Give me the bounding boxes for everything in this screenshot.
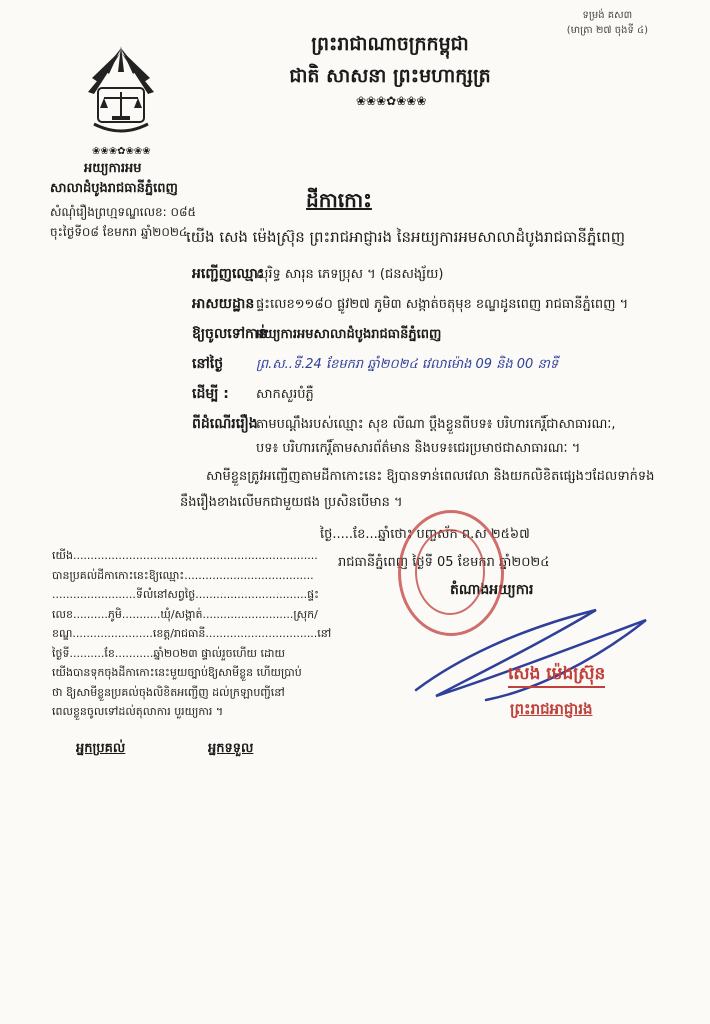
form-reference-line-1: ទម្រង់ គស៣ xyxy=(582,10,633,21)
case-number: សំណុំរឿងព្រហ្មទណ្ឌលេខ: ០៨៥ xyxy=(50,205,196,219)
field-value-case: តាមបណ្តឹងរបស់ឈ្មោះ សុខ លីណា ប្តឹងខ្លួនពីបទ៖ បរិហារកេរ្តិ៍ជាសាធារណៈ, xyxy=(256,417,616,432)
form-reference-line-2: (មាត្រា ២៧ ចុងទី ៤) xyxy=(566,25,648,36)
prosecutor-office: អយ្យការអម xyxy=(84,161,142,176)
document-title: ដីកាកោះ xyxy=(306,188,372,212)
lunar-date: ថ្ងៃ.....ខែ...ឆ្នាំថោះ បញ្ចស័ក ព.ស ២៥៦៧ xyxy=(320,527,530,542)
solar-date: រាជធានីភ្នំពេញ ថ្ងៃទី 05 ខែមករា ឆ្នាំ២០២៤ xyxy=(338,555,550,570)
field-label-destination: ឱ្យចូលទៅកាន់ xyxy=(192,326,268,342)
header-ornament: ❀❀❀✿❀❀❀ xyxy=(356,94,427,108)
stamp-signatory-name: សេង ម៉េងស្រ៊ុន xyxy=(508,662,605,688)
field-label-date: នៅថ្ងៃ xyxy=(192,356,224,372)
court-name: សាលាដំបូងរាជធានីភ្នំពេញ xyxy=(50,181,178,196)
receipt-line: ថ្ងៃទី..........ខែ...........ឆ្នាំ២០២៣ ផ្ទាល់រួចហើយ ដោយ xyxy=(52,646,285,660)
receiver-label: អ្នកទទួល xyxy=(208,741,254,756)
field-label-name: អញ្ជើញឈ្មោះ xyxy=(192,266,265,282)
receipt-line: បានប្រគល់ដីកាកោះនេះឱ្យឈ្មោះ..................................... xyxy=(52,568,314,582)
kingdom-title: ព្រះរាជាណាចក្រកម្ពុជា xyxy=(311,33,469,55)
signatory-role: តំណាងអយ្យការ xyxy=(450,582,534,598)
field-label-case: ពីដំណើររឿង xyxy=(192,416,258,432)
receipt-line: ខណ្ឌ.......................ខេត្ត/រាជធានី................................នៅ xyxy=(52,627,332,640)
field-value-purpose: សាកសួរបំភ្លឺ xyxy=(256,387,314,402)
receipt-line: ពេលខ្លួនចូលទៅដល់តុលាការ បួរយ្យការ ។ xyxy=(52,705,224,718)
field-value-case-continued: បទ៖ បរិហារកេរ្តិ៍តាមសារព័ត៌មាន និងបទ៖ជេរប្រមាថជាសាធារណៈ ។ xyxy=(256,441,581,456)
receipt-line: យើងបានទុកចុងដីកាកោះនេះមួយច្បាប់ឱ្យសាមីខ្លួន ហើយប្រាប់ xyxy=(52,666,302,679)
field-value-destination: អយ្យការអមសាលាដំបូងរាជធានីភ្នំពេញ xyxy=(256,327,442,342)
issuer-intro: យើង សេង ម៉េងស្រ៊ុន ព្រះរាជអាជ្ញារង នៃអយ្យការអមសាលាដំបូងរាជធានីភ្នំពេញ xyxy=(186,228,625,246)
receipt-line: ........................ទីលំនៅសព្វថ្ងៃ................................ផ្ទះ xyxy=(52,588,319,601)
receipt-line: ថា ឱ្យសាមីខ្លួនប្រគល់ចុងលិខិតអញ្ជើញ ដល់ក្រឡាបញ្ជីនៅ xyxy=(52,685,285,699)
field-value-name: សុរិទ្ធ សារុន ភេទប្រុស ។ (ជនសង្ស័យ) xyxy=(256,267,444,282)
stamp-signatory-title: ព្រះរាជអាជ្ញារង xyxy=(510,700,593,718)
handwritten-signature xyxy=(396,600,666,710)
issue-date: ចុះថ្ងៃទី០៨ ខែមករា ឆ្នាំ២០២៤ xyxy=(50,225,188,239)
notice-paragraph-line-2: នឹងរឿងខាងលើមកជាមួយផង ប្រសិនបើមាន ។ xyxy=(180,495,403,510)
receipt-line: យើង...................................................................... xyxy=(52,549,318,562)
form-reference-note xyxy=(567,8,648,38)
field-value-address: ផ្ទះលេខ១១៨០ ផ្លូវ២៧ ភូមិ៣ សង្កាត់ចតុមុខ ខណ្ឌដូនពេញ រាជធានីភ្នំពេញ ។ xyxy=(256,297,629,312)
field-label-address: អាសយដ្ឋាន xyxy=(192,296,255,312)
field-label-purpose: ដើម្បី : xyxy=(192,386,229,402)
court-emblem-icon xyxy=(86,42,156,142)
giver-label: អ្នកប្រគល់ xyxy=(76,741,126,756)
national-motto: ជាតិ សាសនា ព្រះមហាក្សត្រ xyxy=(289,65,491,87)
notice-paragraph-line-1: សាមីខ្លួនត្រូវអញ្ជើញតាមដីកាកោះនេះ ឱ្យបានទាន់ពេលវេលា និងយកលិខិតផ្សេងៗដែលទាក់ទង xyxy=(206,469,655,484)
issuer-ornament: ❀❀❀✿❀❀❀ xyxy=(92,146,151,157)
receipt-line: លេខ..........ភូមិ...........ឃុំ/សង្កាត់..........................ស្រុក/ xyxy=(52,607,318,621)
field-value-date: ព្រ.ស..ទី.24 ខែមករា ឆ្នាំ២០២៤ វេលាម៉ោង 09 និង 00 នាទី xyxy=(256,357,559,372)
receipt-form xyxy=(52,546,331,722)
